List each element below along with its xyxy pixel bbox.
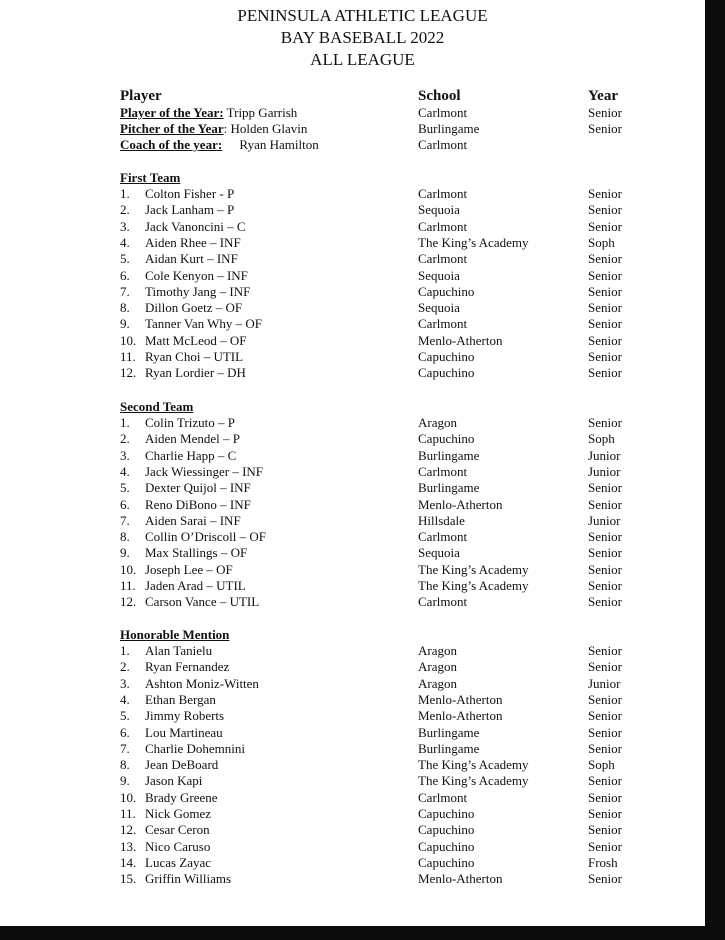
player-year: Senior: [588, 871, 622, 887]
player-row: [0, 692, 705, 708]
player-row: [0, 480, 705, 496]
player-row: [0, 316, 705, 332]
player-row: [0, 219, 705, 235]
player-year: Senior: [588, 332, 622, 348]
player-number: 4.: [120, 234, 130, 250]
player-name: Tanner Van Why – OF: [145, 316, 263, 332]
player-number: 6.: [120, 724, 130, 740]
player-number: 11.: [120, 349, 136, 364]
player-number: 4.: [120, 691, 130, 707]
player-name: Carson Vance – UTIL: [145, 594, 260, 610]
player-name: Jack Lanham – P: [145, 202, 235, 218]
award-year: Senior: [588, 121, 622, 136]
player-number: 9.: [120, 316, 130, 332]
player-school: Burlingame: [418, 480, 480, 496]
player-year: Frosh: [588, 854, 618, 870]
player-name: Reno DiBono – INF: [145, 496, 251, 512]
player-school: Capuchino: [418, 822, 475, 838]
player-row: [0, 855, 705, 871]
player-name: Jimmy Roberts: [145, 708, 225, 724]
player-column-header: Player: [120, 88, 162, 104]
player-year: Senior: [588, 300, 622, 316]
player-name: Colton Fisher - P: [145, 186, 235, 201]
player-number: 11.: [120, 806, 136, 821]
player-school: Burlingame: [418, 724, 480, 740]
player-row: [0, 349, 705, 365]
player-number: 3.: [120, 218, 130, 234]
player-year: Senior: [588, 283, 622, 299]
player-number: 5.: [120, 251, 130, 267]
player-name: Lou Martineau: [145, 724, 223, 740]
player-name: Timothy Jang – INF: [145, 283, 251, 299]
player-row: [0, 741, 705, 757]
player-number: 2.: [120, 431, 130, 447]
player-year: Senior: [588, 316, 622, 332]
player-row: [0, 431, 705, 447]
player-year: Senior: [588, 643, 622, 658]
award-school: Carlmont: [418, 137, 468, 152]
player-year: Senior: [588, 789, 622, 805]
player-number: 2.: [120, 659, 130, 675]
player-year: Senior: [588, 186, 622, 201]
award-label: Player of the Year:: [120, 105, 224, 120]
player-year: Senior: [588, 480, 622, 496]
player-year: Junior: [588, 675, 621, 691]
player-number: 6.: [120, 267, 130, 283]
player-year: Senior: [588, 218, 622, 234]
player-number: 12.: [120, 594, 137, 610]
player-number: 14.: [120, 854, 137, 870]
player-school: Carlmont: [418, 529, 468, 545]
player-row: [0, 529, 705, 545]
player-row: [0, 268, 705, 284]
player-number: 3.: [120, 675, 130, 691]
player-name: Dillon Goetz – OF: [145, 300, 243, 316]
player-school: Menlo-Atherton: [418, 332, 503, 348]
player-row: [0, 790, 705, 806]
player-row: [0, 708, 705, 724]
player-number: 7.: [120, 512, 130, 528]
player-year: Senior: [588, 251, 622, 267]
player-year: Senior: [588, 561, 622, 577]
player-school: The King’s Academy: [418, 234, 529, 250]
section-title: Honorable Mention: [120, 627, 230, 642]
player-number: 10.: [120, 561, 137, 577]
player-name: Aidan Kurt – INF: [145, 251, 238, 267]
league-title: PENINSULA ATHLETIC LEAGUE: [237, 6, 488, 25]
player-year: Senior: [588, 659, 622, 675]
player-name: Jason Kapi: [145, 773, 203, 789]
player-year: Senior: [588, 806, 622, 821]
player-school: Capuchino: [418, 838, 475, 854]
player-name: Ashton Moniz-Witten: [145, 675, 259, 691]
player-name: Max Stallings – OF: [145, 545, 248, 561]
player-school: Menlo-Atherton: [418, 691, 503, 707]
player-row: [0, 545, 705, 561]
award-school: Burlingame: [418, 121, 480, 136]
player-row: [0, 513, 705, 529]
award-coach-of-year: [0, 137, 705, 153]
player-school: Capuchino: [418, 365, 475, 381]
player-name: Griffin Williams: [145, 871, 232, 887]
player-name: Colin Trizuto – P: [145, 415, 235, 430]
player-school: Aragon: [418, 415, 457, 430]
player-year: Senior: [588, 822, 622, 838]
player-year: Senior: [588, 545, 622, 561]
player-year: Senior: [588, 691, 622, 707]
player-year: Senior: [588, 594, 622, 610]
player-number: 13.: [120, 838, 137, 854]
player-row: [0, 448, 705, 464]
player-school: Burlingame: [418, 740, 480, 756]
player-school: The King’s Academy: [418, 561, 529, 577]
player-school: The King’s Academy: [418, 578, 529, 593]
player-school: Sequoia: [418, 300, 460, 316]
player-row: [0, 822, 705, 838]
section-title: Second Team: [120, 399, 194, 414]
player-number: 11.: [120, 578, 136, 593]
player-row: [0, 284, 705, 300]
player-row: [0, 643, 705, 659]
player-name: Nico Caruso: [145, 838, 211, 854]
player-year: Senior: [588, 202, 622, 218]
player-school: Menlo-Atherton: [418, 708, 503, 724]
player-row: [0, 659, 705, 675]
player-row: [0, 594, 705, 610]
player-number: 1.: [120, 643, 130, 658]
player-row: [0, 725, 705, 741]
award-label-colon: :: [223, 121, 228, 136]
screenshot-edge-right: [705, 0, 725, 940]
player-year: Soph: [588, 234, 615, 250]
player-number: 12.: [120, 822, 137, 838]
player-row: [0, 562, 705, 578]
player-row: [0, 497, 705, 513]
player-year: Senior: [588, 578, 622, 593]
player-year: Junior: [588, 512, 621, 528]
player-name: Jack Vanoncini – C: [145, 218, 246, 234]
player-school: Sequoia: [418, 545, 460, 561]
award-year: Senior: [588, 105, 622, 120]
player-row: [0, 186, 705, 202]
player-year: Senior: [588, 349, 622, 364]
player-year: Senior: [588, 708, 622, 724]
player-row: [0, 839, 705, 855]
player-name: Jaden Arad – UTIL: [145, 578, 246, 593]
player-name: Ryan Fernandez: [145, 659, 230, 675]
player-number: 8.: [120, 757, 130, 773]
player-name: Ryan Lordier – DH: [145, 365, 246, 381]
player-school: Carlmont: [418, 186, 468, 201]
player-number: 6.: [120, 496, 130, 512]
award-winner: Holden Glavin: [230, 121, 308, 136]
player-school: Capuchino: [418, 349, 475, 364]
player-year: Soph: [588, 757, 615, 773]
player-name: Cole Kenyon – INF: [145, 267, 248, 283]
award-label: Coach of the year:: [120, 137, 223, 152]
player-name: Alan Tanielu: [145, 643, 213, 658]
player-year: Senior: [588, 267, 622, 283]
player-row: [0, 757, 705, 773]
player-school: Aragon: [418, 659, 457, 675]
player-school: Menlo-Atherton: [418, 496, 503, 512]
player-school: Carlmont: [418, 789, 468, 805]
player-name: Dexter Quijol – INF: [145, 480, 251, 496]
player-school: Aragon: [418, 675, 457, 691]
player-school: Aragon: [418, 643, 457, 658]
player-number: 7.: [120, 283, 130, 299]
player-row: [0, 333, 705, 349]
player-number: 10.: [120, 789, 137, 805]
player-row: [0, 871, 705, 887]
school-column-header: School: [418, 88, 461, 104]
player-school: The King’s Academy: [418, 757, 529, 773]
player-number: 12.: [120, 365, 137, 381]
player-name: Ryan Choi – UTIL: [145, 349, 244, 364]
player-year: Senior: [588, 415, 622, 430]
player-year: Senior: [588, 529, 622, 545]
player-school: Carlmont: [418, 251, 468, 267]
player-name: Joseph Lee – OF: [145, 561, 233, 577]
player-number: 1.: [120, 415, 130, 430]
year-column-header: Year: [588, 88, 618, 104]
player-row: [0, 578, 705, 594]
player-year: Senior: [588, 496, 622, 512]
player-name: Brady Greene: [145, 789, 218, 805]
player-row: [0, 676, 705, 692]
player-school: Menlo-Atherton: [418, 871, 503, 887]
column-headers: [0, 87, 705, 105]
player-number: 3.: [120, 447, 130, 463]
player-school: Capuchino: [418, 854, 475, 870]
player-year: Soph: [588, 431, 615, 447]
player-school: Hillsdale: [418, 512, 465, 528]
player-number: 1.: [120, 186, 130, 201]
player-school: Carlmont: [418, 218, 468, 234]
player-number: 10.: [120, 332, 137, 348]
player-number: 5.: [120, 480, 130, 496]
player-number: 5.: [120, 708, 130, 724]
player-name: Matt McLeod – OF: [145, 332, 247, 348]
player-number: 8.: [120, 529, 130, 545]
screenshot-edge-bottom: [0, 926, 725, 940]
list-title: ALL LEAGUE: [310, 50, 415, 69]
player-year: Senior: [588, 838, 622, 854]
player-row: [0, 235, 705, 251]
player-name: Jack Wiessinger – INF: [145, 463, 264, 479]
player-name: Ethan Bergan: [145, 691, 216, 707]
player-school: Carlmont: [418, 594, 468, 610]
award-label: Pitcher of the Year: [120, 121, 224, 136]
player-school: Capuchino: [418, 283, 475, 299]
player-year: Senior: [588, 724, 622, 740]
award-winner: Tripp Garrish: [226, 105, 298, 120]
player-school: The King’s Academy: [418, 773, 529, 789]
player-number: 4.: [120, 463, 130, 479]
player-row: [0, 365, 705, 381]
player-year: Junior: [588, 447, 621, 463]
player-number: 7.: [120, 740, 130, 756]
player-year: Senior: [588, 773, 622, 789]
player-year: Junior: [588, 463, 621, 479]
player-name: Aiden Rhee – INF: [145, 234, 241, 250]
player-row: [0, 773, 705, 789]
player-row: [0, 251, 705, 267]
player-name: Cesar Ceron: [145, 822, 210, 838]
player-name: Nick Gomez: [145, 806, 212, 821]
player-name: Lucas Zayac: [145, 854, 212, 870]
player-school: Carlmont: [418, 463, 468, 479]
player-number: 8.: [120, 300, 130, 316]
player-school: Burlingame: [418, 447, 480, 463]
award-player-of-year: [0, 105, 705, 121]
player-number: 9.: [120, 545, 130, 561]
player-name: Collin O’Driscoll – OF: [145, 529, 266, 545]
player-number: 2.: [120, 202, 130, 218]
player-name: Charlie Dohemnini: [145, 740, 246, 756]
player-school: Sequoia: [418, 202, 460, 218]
player-school: Capuchino: [418, 806, 475, 821]
player-name: Jean DeBoard: [145, 757, 219, 773]
award-school: Carlmont: [418, 105, 468, 120]
player-number: 9.: [120, 773, 130, 789]
award-pitcher-of-year: [0, 121, 705, 137]
player-year: Senior: [588, 365, 622, 381]
player-row: [0, 464, 705, 480]
player-row: [0, 300, 705, 316]
player-year: Senior: [588, 740, 622, 756]
player-school: Sequoia: [418, 267, 460, 283]
player-number: 15.: [120, 871, 137, 887]
player-row: [0, 415, 705, 431]
player-row: [0, 202, 705, 218]
player-name: Aiden Sarai – INF: [145, 512, 241, 528]
player-name: Charlie Happ – C: [145, 447, 237, 463]
award-winner: Ryan Hamilton: [239, 137, 319, 152]
player-school: Carlmont: [418, 316, 468, 332]
player-name: Aiden Mendel – P: [145, 431, 240, 447]
player-row: [0, 806, 705, 822]
season-title: BAY BASEBALL 2022: [280, 28, 445, 47]
section-title: First Team: [120, 170, 181, 185]
player-school: Capuchino: [418, 431, 475, 447]
